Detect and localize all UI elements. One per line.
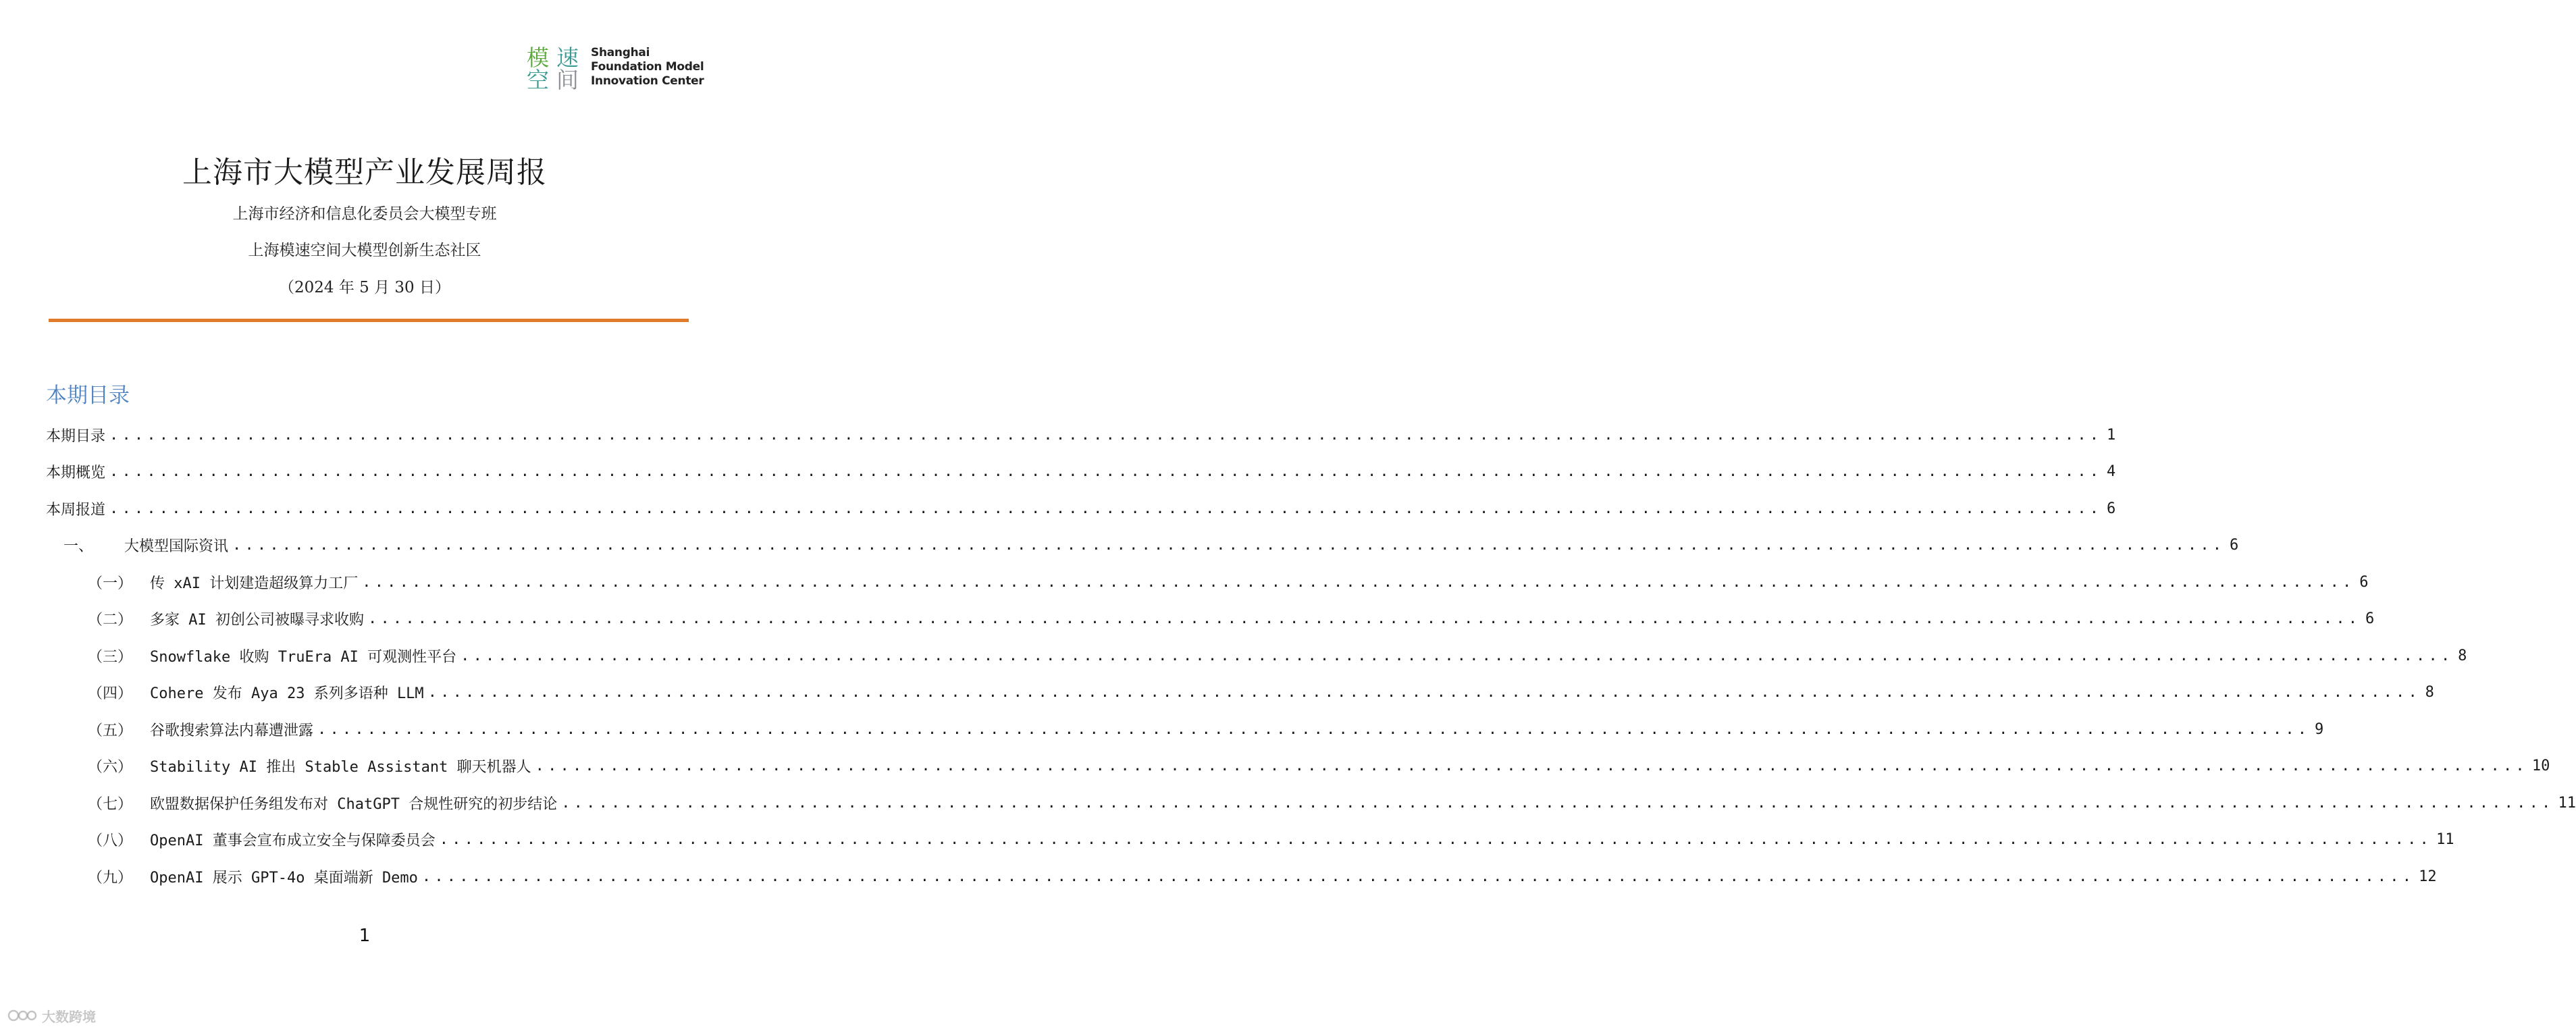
toc-entry[interactable] — [88, 603, 2375, 635]
toc-entry-page: 8 — [2425, 684, 2434, 701]
toc-entry[interactable] — [46, 492, 2116, 525]
toc-entry-page: 9 — [2315, 720, 2324, 738]
toc-entry-title: 多家 AI 初创公司被曝寻求收购 — [150, 612, 364, 629]
logo-line-3: Innovation Center — [591, 74, 704, 88]
toc-entry-title: Cohere 发布 Aya 23 系列多语种 LLM — [150, 685, 424, 702]
toc-entry[interactable] — [46, 419, 2116, 451]
toc-entry-page: 10 — [2531, 758, 2550, 774]
toc-dot-leader: ................................................................................................................................................................ — [439, 831, 2432, 848]
toc-entry-title: OpenAI 董事会宣布成立安全与保障委员会 — [150, 832, 436, 849]
toc-entry-number: （九） — [88, 869, 133, 887]
toc-heading: 本期目录 — [46, 384, 130, 408]
toc-dot-leader: ................................................................................................................................................................ — [461, 647, 2454, 664]
logo-mark-icon — [527, 45, 586, 93]
toc-dot-leader: ................................................................................................................................................................ — [362, 573, 2355, 591]
toc-entry[interactable] — [46, 456, 2116, 488]
toc-entry-page: 6 — [2365, 610, 2375, 627]
toc-entry-page: 4 — [2106, 463, 2116, 480]
toc-entry-number: （二） — [88, 612, 133, 629]
toc-entry-page: 6 — [2230, 537, 2239, 554]
toc-dot-leader: ................................................................................................................................................................ — [317, 720, 2311, 738]
toc-entry[interactable] — [88, 677, 2434, 709]
logo — [527, 45, 704, 93]
logo-char-mo: 模 — [527, 45, 549, 71]
toc-entry[interactable] — [88, 566, 2369, 598]
toc-entry[interactable] — [63, 529, 2239, 562]
toc-entry[interactable] — [88, 639, 2467, 672]
watermark — [7, 1005, 96, 1026]
toc-entry-number: （七） — [88, 795, 133, 813]
toc-entry-page: 12 — [2419, 868, 2437, 885]
toc-entry-title: Snowflake 收购 TruEra AI 可观测性平台 — [150, 648, 457, 666]
toc-entry-number: （三） — [88, 648, 133, 666]
toc-entry-number: （六） — [88, 759, 133, 776]
toc-entry-number: （八） — [88, 832, 133, 849]
toc-entry-title: 谷歌搜索算法内幕遭泄露 — [150, 722, 314, 739]
toc-dot-leader: ................................................................................................................................................................ — [109, 500, 2103, 517]
page-number: 1 — [359, 926, 371, 946]
document-title: 上海市大模型产业发展周报 — [182, 155, 547, 190]
toc-dot-leader: ................................................................................................................................................................ — [109, 426, 2103, 444]
subtitle-issuer-2: 上海模速空间大模型创新生态社区 — [248, 242, 481, 259]
toc-entry-page: 6 — [2359, 573, 2369, 591]
toc-entry-number: 一、 — [63, 538, 94, 555]
header-divider — [49, 319, 689, 322]
toc-entry-page: 1 — [2106, 426, 2116, 444]
watermark-text: 大数跨境 — [42, 1008, 96, 1025]
toc-entry-page: 8 — [2458, 647, 2467, 664]
toc-entry-title: 本周报道 — [46, 501, 106, 519]
logo-text — [591, 46, 704, 88]
toc-entry-title: 本期目录 — [46, 427, 106, 445]
watermark-logo-icon — [7, 1007, 39, 1024]
toc-entry[interactable] — [88, 824, 2454, 856]
toc-entry[interactable] — [88, 713, 2324, 745]
toc-dot-leader: ................................................................................................................................................................ — [561, 794, 2554, 812]
toc-entry-page: 11 — [2558, 794, 2576, 812]
toc-entry-title: 本期概览 — [46, 465, 106, 481]
toc-entry-page: 11 — [2436, 831, 2454, 848]
logo-char-su: 速 — [556, 45, 579, 71]
toc-entry-title: 传 xAI 计划建造超级算力工厂 — [150, 575, 359, 592]
toc-dot-leader: ................................................................................................................................................................ — [535, 758, 2528, 774]
toc-entry[interactable] — [88, 787, 2576, 819]
publication-date: （2024 年 5 月 30 日） — [279, 279, 450, 296]
toc-entry-title: Stability AI 推出 Stable Assistant 聊天机器人 — [150, 759, 531, 776]
toc-entry-number: （一） — [88, 575, 133, 592]
toc-dot-leader: ................................................................................................................................................................ — [109, 463, 2103, 480]
toc-entry-number: （五） — [88, 722, 133, 739]
toc-dot-leader: ................................................................................................................................................................ — [427, 684, 2421, 701]
toc-entry-title: 欧盟数据保护任务组发布对 ChatGPT 合规性研究的初步结论 — [150, 795, 558, 813]
subtitle-issuer-1: 上海市经济和信息化委员会大模型专班 — [232, 205, 497, 223]
logo-char-jian: 间 — [556, 67, 579, 93]
toc-entry[interactable] — [88, 860, 2437, 893]
toc-entry-page: 6 — [2106, 500, 2116, 517]
toc-dot-leader: ................................................................................................................................................................ — [421, 868, 2415, 885]
toc-dot-leader: ................................................................................................................................................................ — [232, 537, 2226, 554]
toc-entry-number: （四） — [88, 685, 133, 702]
toc-dot-leader: ................................................................................................................................................................ — [368, 610, 2361, 627]
logo-line-1: Shanghai — [591, 46, 650, 59]
logo-char-kong: 空 — [527, 67, 549, 93]
logo-line-2: Foundation Model — [591, 60, 704, 74]
toc-entry-title: OpenAI 展示 GPT-4o 桌面端新 Demo — [150, 869, 418, 887]
toc-entry[interactable] — [88, 750, 2550, 783]
toc-entry-title: 大模型国际资讯 — [124, 538, 229, 555]
